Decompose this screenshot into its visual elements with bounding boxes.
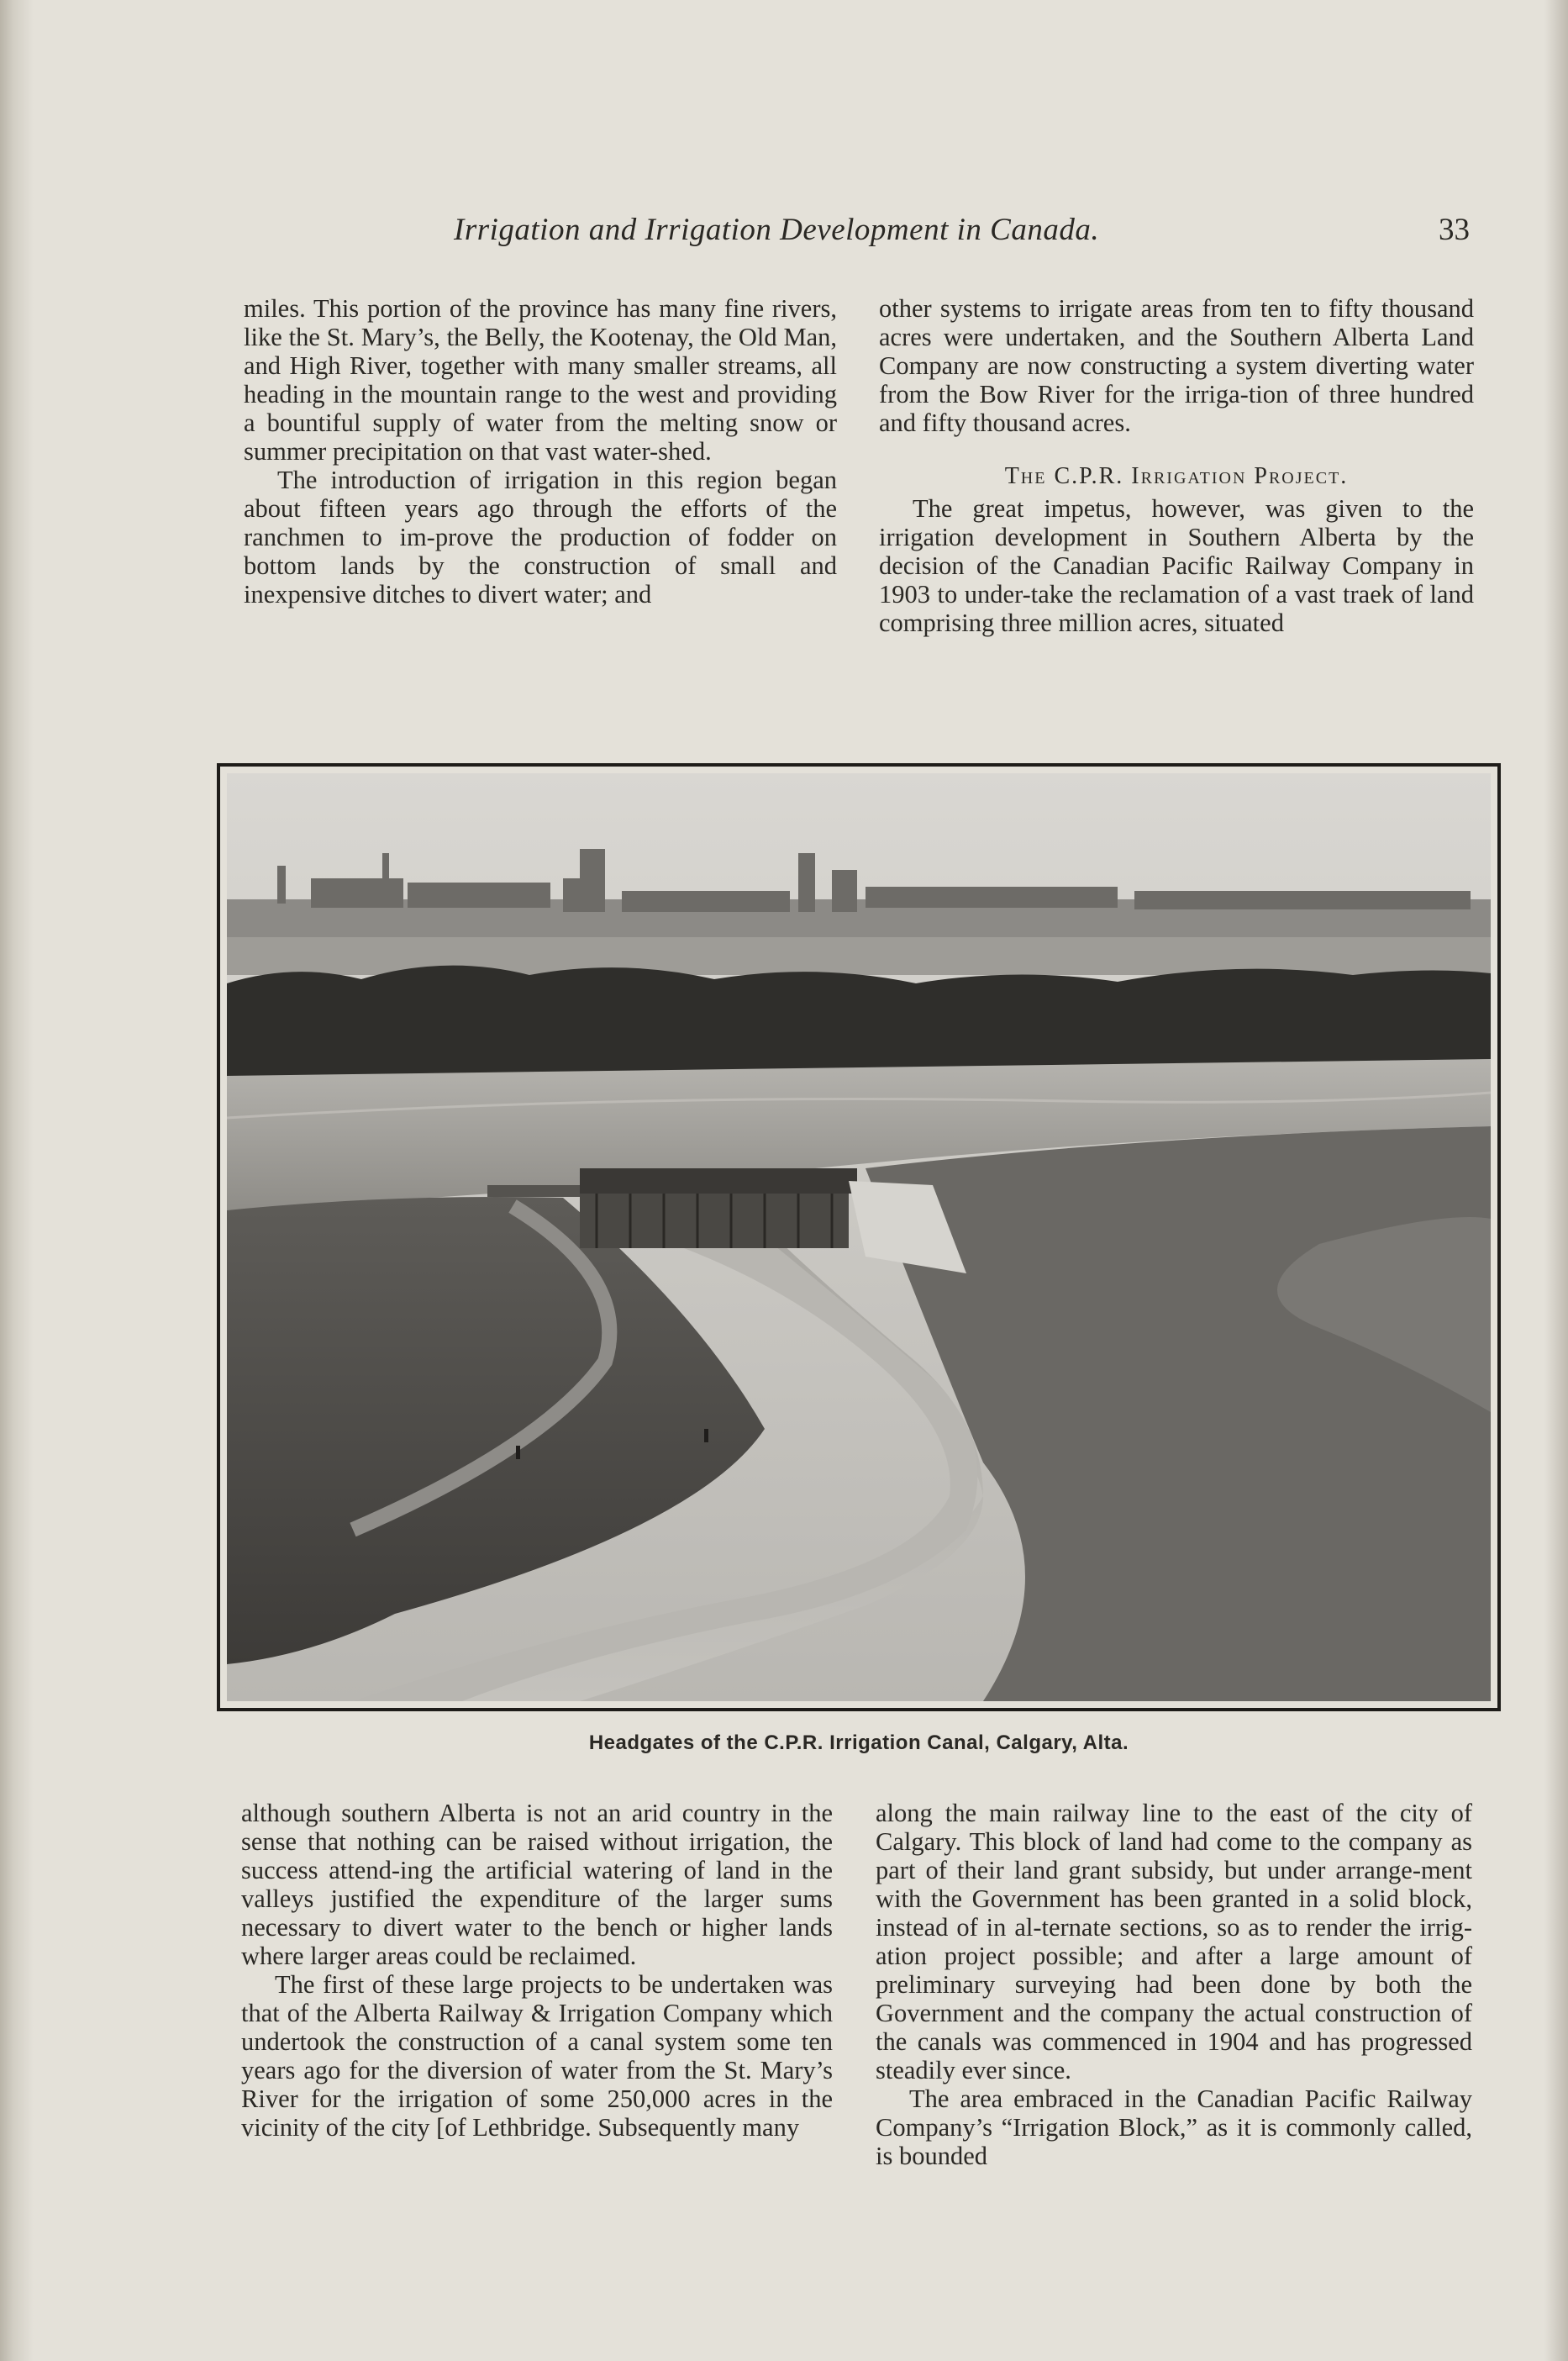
paragraph: The first of these large projects to be undertaken was that of the Alberta Railway & Irrigation Company which undertook the construction of a canal system some ten years ago for the diversion of water from the St. Mary’s River for the irrigation of some 250,000 acres in the vicinity of the city [of Lethbridge. Subsequently many: [241, 1970, 833, 2142]
column-top-left: [244, 294, 837, 609]
paragraph: The introduction of irrigation in this region began about fifteen years ago through the efforts of the ranchmen to im-prove the production of fodder on bottom lands by the construction of small and inexpensive ditches to divert water; and: [244, 466, 837, 609]
paragraph: The great impetus, however, was given to the irrigation development in Southern Alberta by the decision of the Canadian Pacific Railway Company in 1903 to under-take the reclamation of a vast traek of land comprising three million acres, situated: [879, 494, 1474, 637]
page-number: 33: [1439, 213, 1470, 247]
paragraph: The area embraced in the Canadian Pacific Railway Company’s “Irrigation Block,” as it is commonly called, is bounded: [876, 2084, 1472, 2170]
paragraph: along the main railway line to the east of the city of Calgary. This block of land had come to the company as part of their land grant subsidy, but under arrange-ment with the Government has been granted in a solid block, instead of in al-ternate sections, so as to render the irrig-ation project possible; and after a large amount of preliminary surveying had been done by both the Government and the company the actual construction of the canals was commenced in 1904 and has progressed steadily ever since.: [876, 1799, 1472, 2084]
running-title: Irrigation and Irrigation Development in Canada.: [454, 213, 1100, 247]
photograph-image: [227, 773, 1491, 1701]
photo-caption: Headgates of the C.P.R. Irrigation Canal, Calgary, Alta.: [588, 1731, 1129, 1754]
column-top-right: [879, 294, 1474, 637]
page-edge-shadow: [1544, 0, 1568, 2361]
paragraph: although southern Alberta is not an arid country in the sense that nothing can be raised without irrigation, the success attend-ing the artificial watering of land in the valleys justified the expenditure of the larger sums necessary to divert water to the bench or higher lands where larger areas could be reclaimed.: [241, 1799, 833, 1970]
column-bottom-right: [876, 1799, 1472, 2170]
paragraph: other systems to irrigate areas from ten to fifty thousand acres were undertaken, and the Southern Alberta Land Company are now constructing a system diverting water from the Bow River for the irriga-tion of three hundred and fifty thousand acres.: [879, 294, 1474, 437]
paragraph: miles. This portion of the province has many fine rivers, like the St. Mary’s, the Belly, the Kootenay, the Old Man, and High River, together with many smaller streams, all heading in the mountain range to the west and providing a bountiful supply of water from the melting snow or summer precipitation on that vast water-shed.: [244, 294, 837, 466]
column-bottom-left: [241, 1799, 833, 2142]
photograph-headgates: [217, 763, 1501, 1711]
section-heading: The C.P.R. Irrigation Project.: [1004, 463, 1349, 489]
page-binding-shadow: [0, 0, 34, 2361]
